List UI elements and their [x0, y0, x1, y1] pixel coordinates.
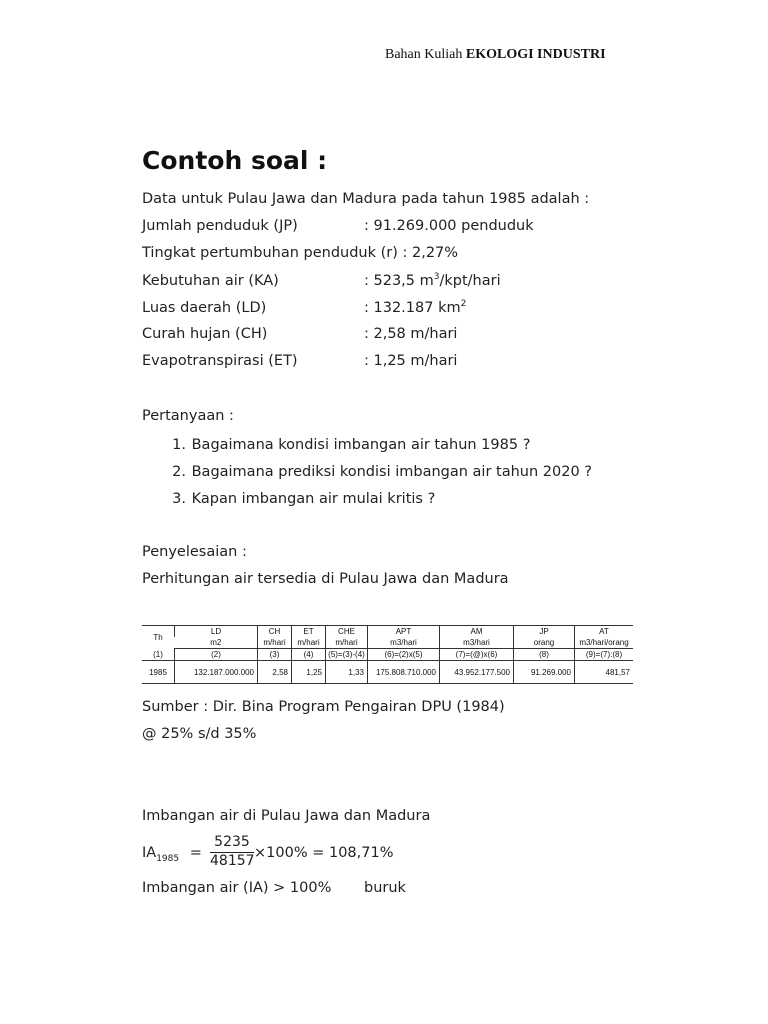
water-table: [142, 625, 633, 684]
et-label: Evapotranspirasi (ET): [142, 353, 298, 369]
table-formula-cell: (8): [514, 649, 575, 661]
list-item: [142, 459, 592, 486]
page-title: Contoh soal :: [142, 146, 328, 175]
table-formula-cell: (6)=(2)x(5): [368, 649, 440, 661]
table-header-cell: AM: [440, 626, 514, 638]
table-cell: 175.808.710.000: [368, 661, 440, 684]
source-note: Sumber : Dir. Bina Program Pengairan DPU (1984): [142, 699, 505, 715]
ka-unit: /kpt/hari: [439, 272, 501, 289]
table-formula-cell: (9)=(7):(8): [575, 649, 634, 661]
header-course: EKOLOGI INDUSTRI: [465, 47, 606, 62]
formula-result: = 108,71%: [312, 845, 394, 861]
solution-subheading: Perhitungan air tersedia di Pulau Jawa dan Madura: [142, 571, 509, 587]
data-row-et: [142, 353, 457, 369]
table-formula-cell: (2): [175, 649, 258, 661]
data-row-ka: [142, 272, 501, 289]
list-text: Bagaimana kondisi imbangan air tahun 1985 ?: [191, 437, 531, 453]
formula-denominator: 48157: [210, 853, 255, 869]
table-formula-cell: (5)=(3)-(4): [326, 649, 368, 661]
table-unit-cell: m3/hari: [368, 637, 440, 649]
table-header-cell: APT: [368, 626, 440, 638]
table-cell: 91.269.000: [514, 661, 575, 684]
jp-label: Jumlah penduduk (JP): [142, 218, 298, 234]
table-formula-row: [142, 649, 633, 661]
list-text: Bagaimana prediksi kondisi imbangan air tahun 2020 ?: [191, 464, 592, 480]
formula-equals: =: [189, 845, 202, 861]
table-header-cell: CH: [258, 626, 292, 638]
table-cell: 1,33: [326, 661, 368, 684]
questions-heading: Pertanyaan :: [142, 408, 234, 424]
ka-value: : 523,5 m: [364, 272, 434, 289]
balance-heading: Imbangan air di Pulau Jawa dan Madura: [142, 808, 431, 824]
percentage-note: @ 25% s/d 35%: [142, 726, 257, 742]
table-header-cell: AT: [575, 626, 634, 638]
ld-superscript: 2: [460, 299, 467, 309]
list-item: [142, 486, 592, 513]
table-formula-cell: (1): [142, 649, 175, 661]
formula-rhs: [254, 845, 394, 861]
table-unit-cell: m3/hari: [440, 637, 514, 649]
ch-value: : 2,58 m/hari: [364, 326, 458, 342]
formula-ia: IA: [142, 845, 157, 861]
list-item: [142, 432, 592, 459]
table-header-cell: LD: [175, 626, 258, 638]
table-cell: 1,25: [292, 661, 326, 684]
table-unit-cell: m3/hari/orang: [575, 637, 634, 649]
ka-label: Kebutuhan air (KA): [142, 272, 279, 289]
table-header-row: [142, 626, 633, 638]
ld-value: : 132.187 km: [364, 299, 461, 316]
formula-times: ×100%: [254, 845, 308, 861]
list-text: Kapan imbangan air mulai kritis ?: [191, 491, 436, 507]
data-row-ch: [142, 326, 457, 342]
table-cell: 43.952.177.500: [440, 661, 514, 684]
table-unit-cell: m/hari: [292, 637, 326, 649]
ld-label: Luas daerah (LD): [142, 299, 267, 316]
data-row-ld: [142, 299, 466, 316]
table-header-cell: ET: [292, 626, 326, 638]
page-header: [385, 47, 606, 63]
table-formula-cell: (3): [258, 649, 292, 661]
table-unit-cell: orang: [514, 637, 575, 649]
data-row-jp: [142, 218, 534, 234]
list-number: 3.: [172, 491, 186, 507]
table-cell: 2,58: [258, 661, 292, 684]
table-row: [142, 661, 633, 684]
list-number: 1.: [172, 437, 186, 453]
table-formula-cell: (7)=(@)x(6): [440, 649, 514, 661]
table-unit-cell: m/hari: [326, 637, 368, 649]
table-cell: 481,57: [575, 661, 634, 684]
table-header-cell: JP: [514, 626, 575, 638]
jp-value: : 91.269.000 penduduk: [364, 218, 534, 234]
conclusion-text: Imbangan air (IA) > 100%: [142, 880, 332, 896]
table-header-cell: Th: [142, 626, 175, 649]
ch-label: Curah hujan (CH): [142, 326, 268, 342]
formula-lhs: [142, 845, 202, 864]
table-cell: 132.187.000.000: [175, 661, 258, 684]
table-header-cell: CHE: [326, 626, 368, 638]
table-formula-cell: (4): [292, 649, 326, 661]
header-prefix: Bahan Kuliah: [385, 47, 463, 62]
conclusion-line: [142, 880, 406, 896]
formula-numerator: 5235: [214, 834, 250, 850]
table-unit-cell: m/hari: [258, 637, 292, 649]
data-row-r: Tingkat pertumbuhan penduduk (r) : 2,27%: [142, 245, 459, 261]
solution-heading: Penyelesaian :: [142, 544, 247, 560]
table-units-row: [142, 637, 633, 649]
formula-subscript: 1985: [156, 853, 180, 864]
ka-superscript: 3: [433, 272, 440, 282]
table-unit-cell: m2: [175, 637, 258, 649]
et-value: : 1,25 m/hari: [364, 353, 458, 369]
intro-text: Data untuk Pulau Jawa dan Madura pada tahun 1985 adalah :: [142, 191, 590, 207]
conclusion-verdict: buruk: [364, 880, 406, 896]
list-number: 2.: [172, 464, 186, 480]
table-cell-year: 1985: [142, 661, 175, 684]
questions-list: [142, 432, 592, 513]
